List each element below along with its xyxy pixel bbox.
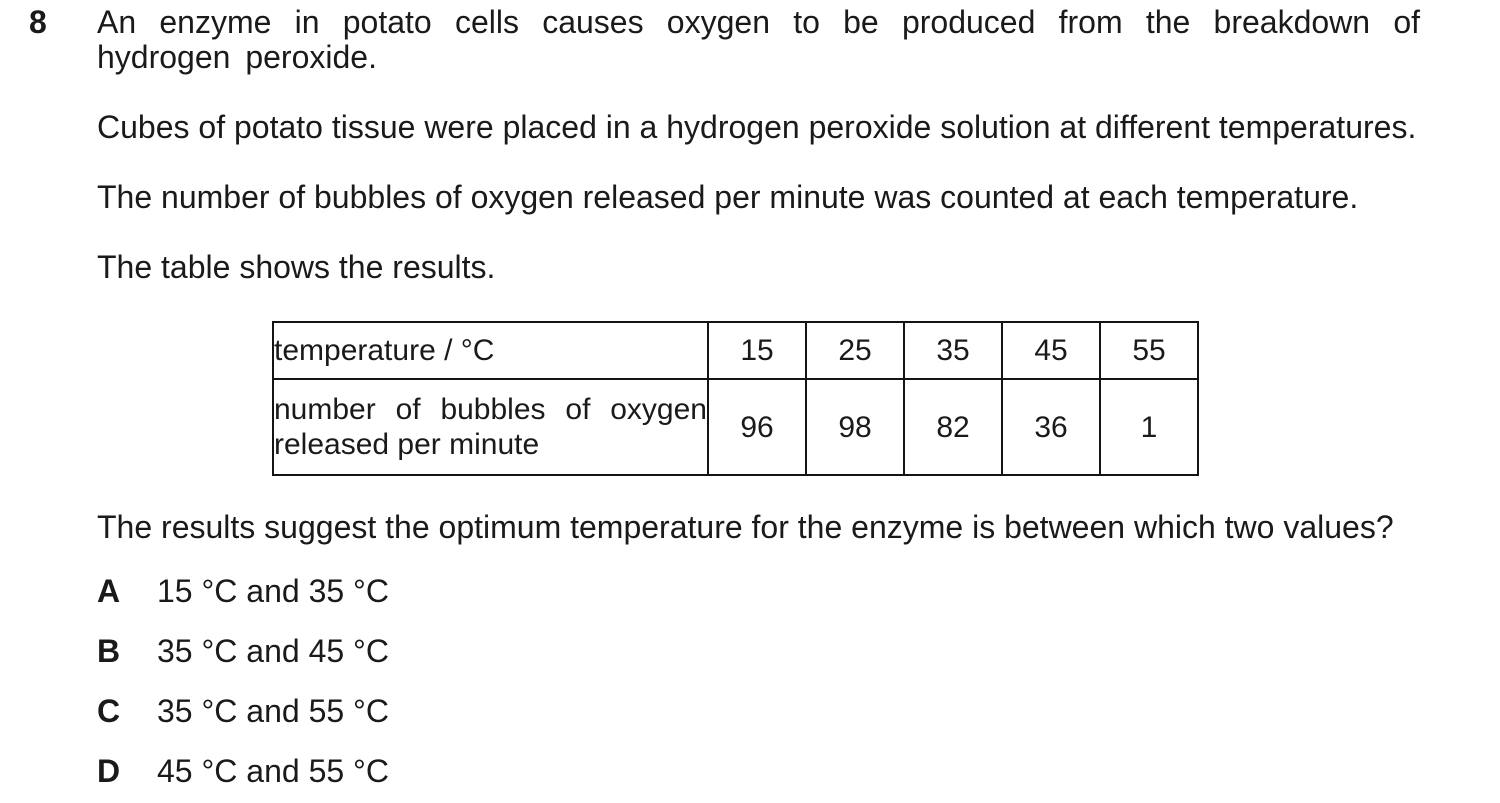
option-letter: D	[97, 753, 121, 789]
answer-option-b	[97, 634, 389, 669]
option-text: 45 °C and 55 °C	[157, 753, 389, 789]
temperature-row-label: temperature / °C	[273, 322, 708, 379]
temperature-value: 55	[1100, 322, 1198, 379]
table-row-temperature	[273, 322, 1198, 379]
option-letter: C	[97, 693, 121, 729]
bubbles-value: 96	[708, 379, 806, 475]
table-row-bubbles	[273, 379, 1198, 475]
temperature-value: 35	[904, 322, 1002, 379]
temperature-value: 45	[1002, 322, 1100, 379]
paragraph-measurement: The number of bubbles of oxygen released per minute was counted at each temperature.	[97, 179, 1359, 215]
paragraph-method: Cubes of potato tissue were placed in a hydrogen peroxide solution at different temperatures.	[97, 109, 1417, 145]
answer-option-c	[97, 694, 389, 729]
question-prompt: The results suggest the optimum temperature for the enzyme is between which two values?	[97, 509, 1394, 545]
question-number: 8	[29, 4, 47, 40]
results-table	[272, 321, 1199, 476]
option-text: 35 °C and 55 °C	[157, 693, 389, 729]
bubbles-value: 98	[806, 379, 904, 475]
bubbles-value: 36	[1002, 379, 1100, 475]
bubbles-value: 82	[904, 379, 1002, 475]
answer-option-a	[97, 574, 389, 609]
temperature-value: 15	[708, 322, 806, 379]
option-letter: A	[97, 573, 121, 609]
temperature-value: 25	[806, 322, 904, 379]
bubbles-value: 1	[1100, 379, 1198, 475]
paragraph-table-lead: The table shows the results.	[97, 249, 496, 285]
paragraph-intro: An enzyme in potato cells causes oxygen to be produced from the breakdown of hydrogen peroxide.	[97, 4, 1420, 75]
option-text: 35 °C and 45 °C	[157, 633, 389, 669]
option-text: 15 °C and 35 °C	[157, 573, 389, 609]
answer-option-d	[97, 754, 389, 789]
bubbles-row-label: number of bubbles of oxygen released per minute	[273, 379, 708, 475]
option-letter: B	[97, 633, 121, 669]
